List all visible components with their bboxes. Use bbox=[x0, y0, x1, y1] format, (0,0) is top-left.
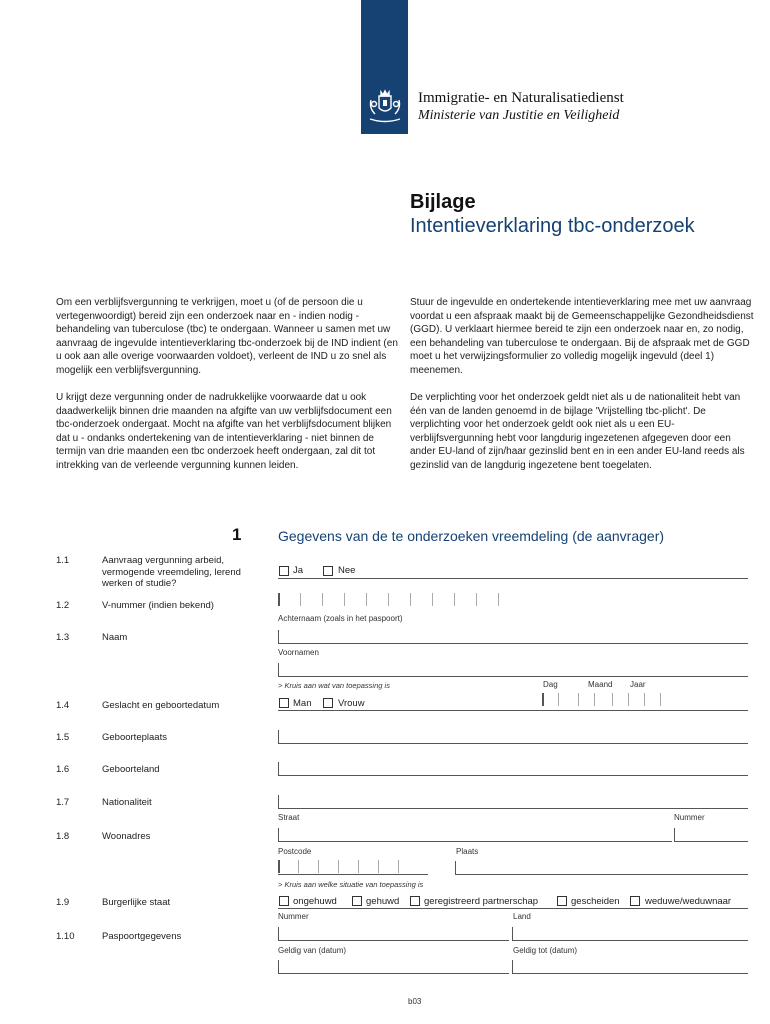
row-label: Geboorteplaats bbox=[102, 732, 167, 743]
year-label: Jaar bbox=[630, 680, 646, 689]
postcode-sublabel: Postcode bbox=[278, 847, 312, 856]
month-label: Maand bbox=[588, 680, 613, 689]
surname-sublabel: Achternaam (zoals in het paspoort) bbox=[278, 614, 403, 623]
firstnames-input[interactable] bbox=[278, 663, 748, 677]
checkbox-widowed-label: weduwe/weduwnaar bbox=[645, 896, 732, 907]
checkbox-female-label: Vrouw bbox=[338, 698, 365, 709]
intro-right-p1: Stuur de ingevulde en ondertekende intentieverklaring mee met uw aanvraag voordat u een afspraak maakt bij de Gemeenschappelijke Gezondheidsdienst (GGD). U verklaart hiermee bereid te zijn een onderzoek naar en, zo nodig, een behandeling van tuberculose te ondergaan. Bij de afspraak met de GGD moet u het verwijzingsformulier zo volledig mogelijk ingevuld (deel 1) meenemen. bbox=[410, 297, 754, 376]
checkbox-divorced[interactable] bbox=[557, 896, 567, 906]
checkbox-unmarried-label: ongehuwd bbox=[293, 896, 337, 907]
checkbox-male[interactable] bbox=[279, 698, 289, 708]
passport-number-input[interactable] bbox=[278, 927, 509, 941]
checkbox-no-label: Nee bbox=[338, 565, 356, 576]
section-title: Gegevens van de te onderzoeken vreemdeling (de aanvrager) bbox=[278, 528, 665, 544]
checkbox-registered-partnership-label: geregistreerd partnerschap bbox=[424, 896, 539, 907]
civil-status-hint: > Kruis aan welke situatie van toepassing is bbox=[278, 880, 424, 889]
checkbox-married-label: gehuwd bbox=[366, 896, 400, 907]
checkbox-married[interactable] bbox=[352, 896, 362, 906]
field-line bbox=[278, 908, 748, 909]
row-label: Burgerlijke staat bbox=[102, 897, 171, 908]
row-label: Nationaliteit bbox=[102, 797, 152, 808]
street-sublabel: Straat bbox=[278, 813, 300, 822]
org-name: Immigratie- en Naturalisatiedienst bbox=[418, 90, 624, 106]
checkbox-registered-partnership[interactable] bbox=[410, 896, 420, 906]
intro-left-p2: U krijgt deze vergunning onder de nadrukkelijke voorwaarde dat u ook daadwerkelijk binnen drie maanden na afgifte van uw verblijfsdocument een tbc-onderzoek ondergaat. Mocht na afgifte van het verblijfsdocument blijken dat u - ondanks ondertekening van de intentieverklaring - niet binnen de termijn van drie maanden een tbc onderzoek heeft ondergaan, zal dit tot intrekking van de verleende vergunning kunnen leiden. bbox=[56, 392, 392, 471]
row-number: 1.9 bbox=[56, 897, 70, 908]
checkbox-unmarried[interactable] bbox=[279, 896, 289, 906]
intro-left-p1: Om een verblijfsvergunning te verkrijgen, moet u (of de persoon die u vertegenwoordigt) bereid zijn een onderzoek naar en - indien nodig - behandeling van tuberculose (tbc) te ondergaan. Wanneer u samen met uw aanvraag de ingevulde intentieverklaring tbc-onderzoek bij de IND indient (en u ook aan alle overige voorwaarden voldoet), verleent de IND u zo snel als mogelijk een verblijfsvergunning. bbox=[56, 297, 398, 376]
row-number: 1.2 bbox=[56, 600, 70, 611]
page-subtitle: Intentieverklaring tbc-onderzoek bbox=[410, 215, 695, 237]
postcode-input[interactable] bbox=[278, 860, 428, 875]
row-number: 1.10 bbox=[56, 931, 75, 942]
passport-country-sublabel: Land bbox=[513, 912, 531, 921]
row-number: 1.3 bbox=[56, 632, 70, 643]
checkbox-widowed[interactable] bbox=[630, 896, 640, 906]
day-label: Dag bbox=[543, 680, 558, 689]
row-label: Woonadres bbox=[102, 831, 151, 842]
row-number: 1.6 bbox=[56, 764, 70, 775]
firstnames-sublabel: Voornamen bbox=[278, 648, 319, 657]
housenumber-sublabel: Nummer bbox=[674, 813, 705, 822]
intro-right-p2: De verplichting voor het onderzoek geldt niet als u de nationaliteit hebt van één van de landen genoemd in de bijlage 'Vrijstelling tbc-plicht'. De verplichting voor het onderzoek geldt ook niet als u een EU-verblijfsvergunning hebt voor langdurig ingezetenen afgegeven door een ander EU-land of zijn/haar gezinslid bent en in een ander EU-land reeds als gezinslid van de langdurig ingezetene bent toegelaten. bbox=[410, 392, 745, 471]
housenumber-input[interactable] bbox=[674, 828, 748, 842]
valid-from-input[interactable] bbox=[278, 960, 509, 974]
page-title: Bijlage bbox=[410, 191, 476, 213]
checkbox-female[interactable] bbox=[323, 698, 333, 708]
row-label: Aanvraag vergunning arbeid, vermogende vreemdeling, lerend werken of studie? bbox=[102, 555, 241, 589]
checkbox-yes[interactable] bbox=[279, 566, 289, 576]
row-number: 1.5 bbox=[56, 732, 70, 743]
field-line bbox=[278, 710, 748, 711]
form-code: b03 bbox=[408, 997, 422, 1006]
surname-input[interactable] bbox=[278, 630, 748, 644]
birthdate-input[interactable] bbox=[542, 693, 672, 709]
passport-number-sublabel: Nummer bbox=[278, 912, 309, 921]
row-label: Paspoortgegevens bbox=[102, 931, 182, 942]
row-number: 1.7 bbox=[56, 797, 70, 808]
row-number: 1.1 bbox=[56, 555, 70, 566]
checkbox-male-label: Man bbox=[293, 698, 312, 709]
street-input[interactable] bbox=[278, 828, 672, 842]
field-line bbox=[278, 578, 748, 579]
v-number-input[interactable] bbox=[278, 593, 508, 609]
passport-country-input[interactable] bbox=[512, 927, 748, 941]
section-number: 1 bbox=[232, 525, 242, 544]
checkbox-no[interactable] bbox=[323, 566, 333, 576]
ministry-name: Ministerie van Justitie en Veiligheid bbox=[418, 108, 620, 123]
row-number: 1.8 bbox=[56, 831, 70, 842]
valid-to-sublabel: Geldig tot (datum) bbox=[513, 946, 578, 955]
row-number: 1.4 bbox=[56, 700, 70, 711]
nationality-input[interactable] bbox=[278, 795, 748, 809]
gender-hint: > Kruis aan wat van toepassing is bbox=[278, 681, 390, 690]
birthcountry-input[interactable] bbox=[278, 762, 748, 776]
city-sublabel: Plaats bbox=[456, 847, 479, 856]
valid-from-sublabel: Geldig van (datum) bbox=[278, 946, 347, 955]
valid-to-input[interactable] bbox=[512, 960, 748, 974]
checkbox-divorced-label: gescheiden bbox=[571, 896, 620, 907]
city-input[interactable] bbox=[455, 861, 748, 875]
row-label: Naam bbox=[102, 632, 128, 643]
birthplace-input[interactable] bbox=[278, 730, 748, 744]
row-label: Geboorteland bbox=[102, 764, 160, 775]
row-label: V-nummer (indien bekend) bbox=[102, 600, 214, 611]
row-label: Geslacht en geboortedatum bbox=[102, 700, 220, 711]
checkbox-yes-label: Ja bbox=[293, 565, 304, 576]
rijkswapen-crest-icon bbox=[366, 86, 404, 126]
